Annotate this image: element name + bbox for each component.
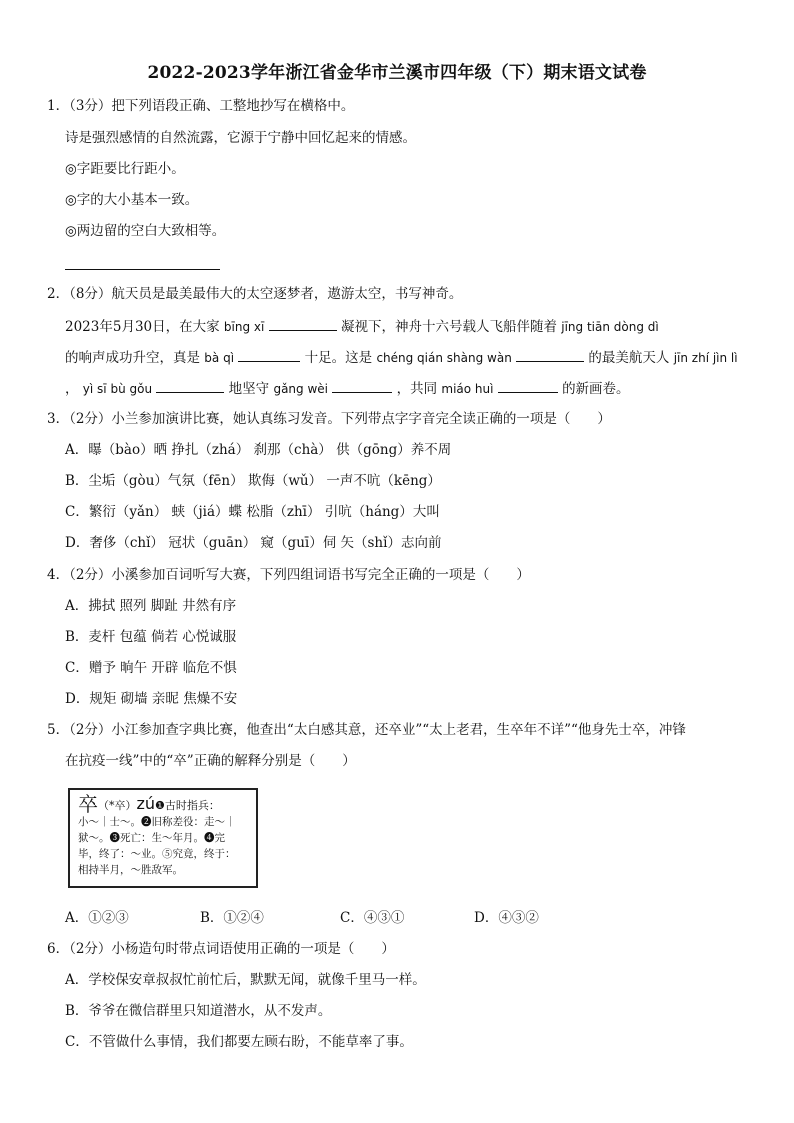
q4-option-d[interactable]: D．规矩 砌墙 亲昵 焦燥不安 <box>65 691 238 707</box>
q2-blank-7[interactable] <box>332 378 392 393</box>
q1-rule-1: ◎字距要比行距小。 <box>65 161 185 177</box>
q2-text: 地坚守 <box>228 381 270 397</box>
q5-option-d[interactable]: D．④③② <box>474 910 539 926</box>
q4-option-a[interactable]: A．拂拭 照列 脚趾 井然有序 <box>65 598 237 614</box>
q5-stem-line-2: 在抗疫一线”中的“卒”正确的解释分别是（ ） <box>65 753 356 769</box>
q1-rule-3: ◎两边留的空白大致相等。 <box>65 223 226 239</box>
q2-line-3 <box>65 378 630 398</box>
pinyin-gangwei: gǎng wèi <box>273 382 328 396</box>
q6-option-a[interactable]: A．学校保安章叔叔忙前忙后，默默无闻，就像千里马一样。 <box>65 972 426 988</box>
q3-option-c[interactable]: C．繁衍（yǎn） 蛱（jiá）蝶 松脂（zhī） 引吭（háng）大叫 <box>65 504 440 520</box>
q4-stem: 4．（2分）小溪参加百词听写大赛，下列四组词语书写完全正确的一项是（ ） <box>47 567 530 583</box>
q2-blank-1[interactable] <box>269 316 337 331</box>
q6-option-b[interactable]: B．爷爷在微信群里只知道潜水，从不发声。 <box>65 1003 332 1019</box>
q1-passage: 诗是强烈感情的自然流露，它源于宁静中回忆起来的情感。 <box>65 130 416 146</box>
dict-line: 毕，终了：～业。⑤究竟，终于： <box>78 848 236 860</box>
q3-stem: 3．（2分）小兰参加演讲比赛，她认真练习发音。下列带点字字音完全读正确的一项是（ ） <box>47 411 611 427</box>
dict-pinyin: zú <box>136 794 156 813</box>
q2-text: 的响声成功升空，真是 <box>65 350 200 366</box>
pinyin-jinzhijinli: jīn zhí jìn lì <box>673 351 738 365</box>
q2-blank-4[interactable] <box>516 347 584 362</box>
q3-option-a[interactable]: A．曝（bào）晒 挣扎（zhá） 刹那（chà） 供（gōng）养不周 <box>65 442 452 458</box>
pinyin-chengqianshangwan: chéng qián shàng wàn <box>376 351 512 365</box>
q2-text: 2023年5月30日，在大家 <box>65 319 220 335</box>
q1-answer-blank[interactable] <box>65 255 220 275</box>
pinyin-bingxi: bīng xī <box>223 320 265 334</box>
q2-text: 十足。这是 <box>304 350 373 366</box>
dict-line: 小～｜士～。❷旧称差役：走～｜ <box>78 816 236 828</box>
q5-option-a[interactable]: A．①②③ <box>65 910 129 926</box>
q2-text: ， <box>65 381 79 397</box>
dict-sense-1: ❶古时指兵： <box>155 799 220 812</box>
q5-option-b[interactable]: B．①②④ <box>200 910 264 926</box>
pinyin-yisibugou: yì sī bù gǒu <box>82 382 153 396</box>
q2-text: 的新画卷。 <box>562 381 630 397</box>
q2-blank-3[interactable] <box>238 347 300 362</box>
q6-option-c[interactable]: C．不管做什么事情，我们都要左顾右盼，不能草率了事。 <box>65 1034 413 1050</box>
q1-stem: 1．（3分）把下列语段正确、工整地抄写在横格中。 <box>47 98 355 114</box>
dictionary-entry-image <box>68 788 258 888</box>
q3-option-b[interactable]: B．尘垢（gòu）气氛（fēn） 欺侮（wǔ） 一声不吭（kēng） <box>65 473 441 489</box>
pinyin-baqi: bà qì <box>204 351 235 365</box>
q6-stem: 6．（2分）小杨造句时带点词语使用正确的一项是（ ） <box>47 941 395 957</box>
q4-option-c[interactable]: C．赠予 晌午 开辟 临危不惧 <box>65 660 237 676</box>
exam-title: 2022-2023学年浙江省金华市兰溪市四年级（下）期末语文试卷 <box>147 63 647 83</box>
q5-stem-line-1: 5．（2分）小江参加查字典比赛，他查出“太白感其意，还卒业”“太上老君，生卒年不详”“他身先士卒，冲锋 <box>47 722 686 738</box>
q2-line-1 <box>65 316 659 336</box>
q2-text: 凝视下，神舟十六号载人飞船伴随着 <box>340 319 557 335</box>
q2-stem: 2．（8分）航天员是最美最伟大的太空逐梦者，遨游太空，书写神奇。 <box>47 286 463 302</box>
q2-text: ，共同 <box>396 381 438 397</box>
dict-variant: （*卒） <box>98 799 137 812</box>
q2-blank-8[interactable] <box>498 378 558 393</box>
q2-text: 的最美航天人 <box>588 350 670 366</box>
q2-blank-6[interactable] <box>156 378 224 393</box>
q2-line-2 <box>65 347 738 367</box>
dict-line: 狱～。❸死亡：生～年月。❹完 <box>78 832 225 844</box>
dict-headword-line <box>78 792 248 816</box>
pinyin-jingtiandongdi: jīng tiān dòng dì <box>561 320 659 334</box>
q1-rule-2: ◎字的大小基本一致。 <box>65 192 199 208</box>
dict-line: 相持半月，～胜敌军。 <box>78 864 183 876</box>
q4-option-b[interactable]: B．麦杆 包蕴 倘若 心悦诚服 <box>65 629 237 645</box>
dict-headword: 卒 <box>78 792 98 816</box>
pinyin-miaohui: miáo huì <box>441 382 494 396</box>
q3-option-d[interactable]: D．奢侈（chǐ） 冠状（guān） 窥（guī）伺 矢（shǐ）志向前 <box>65 535 442 551</box>
q5-option-c[interactable]: C．④③① <box>340 910 405 926</box>
